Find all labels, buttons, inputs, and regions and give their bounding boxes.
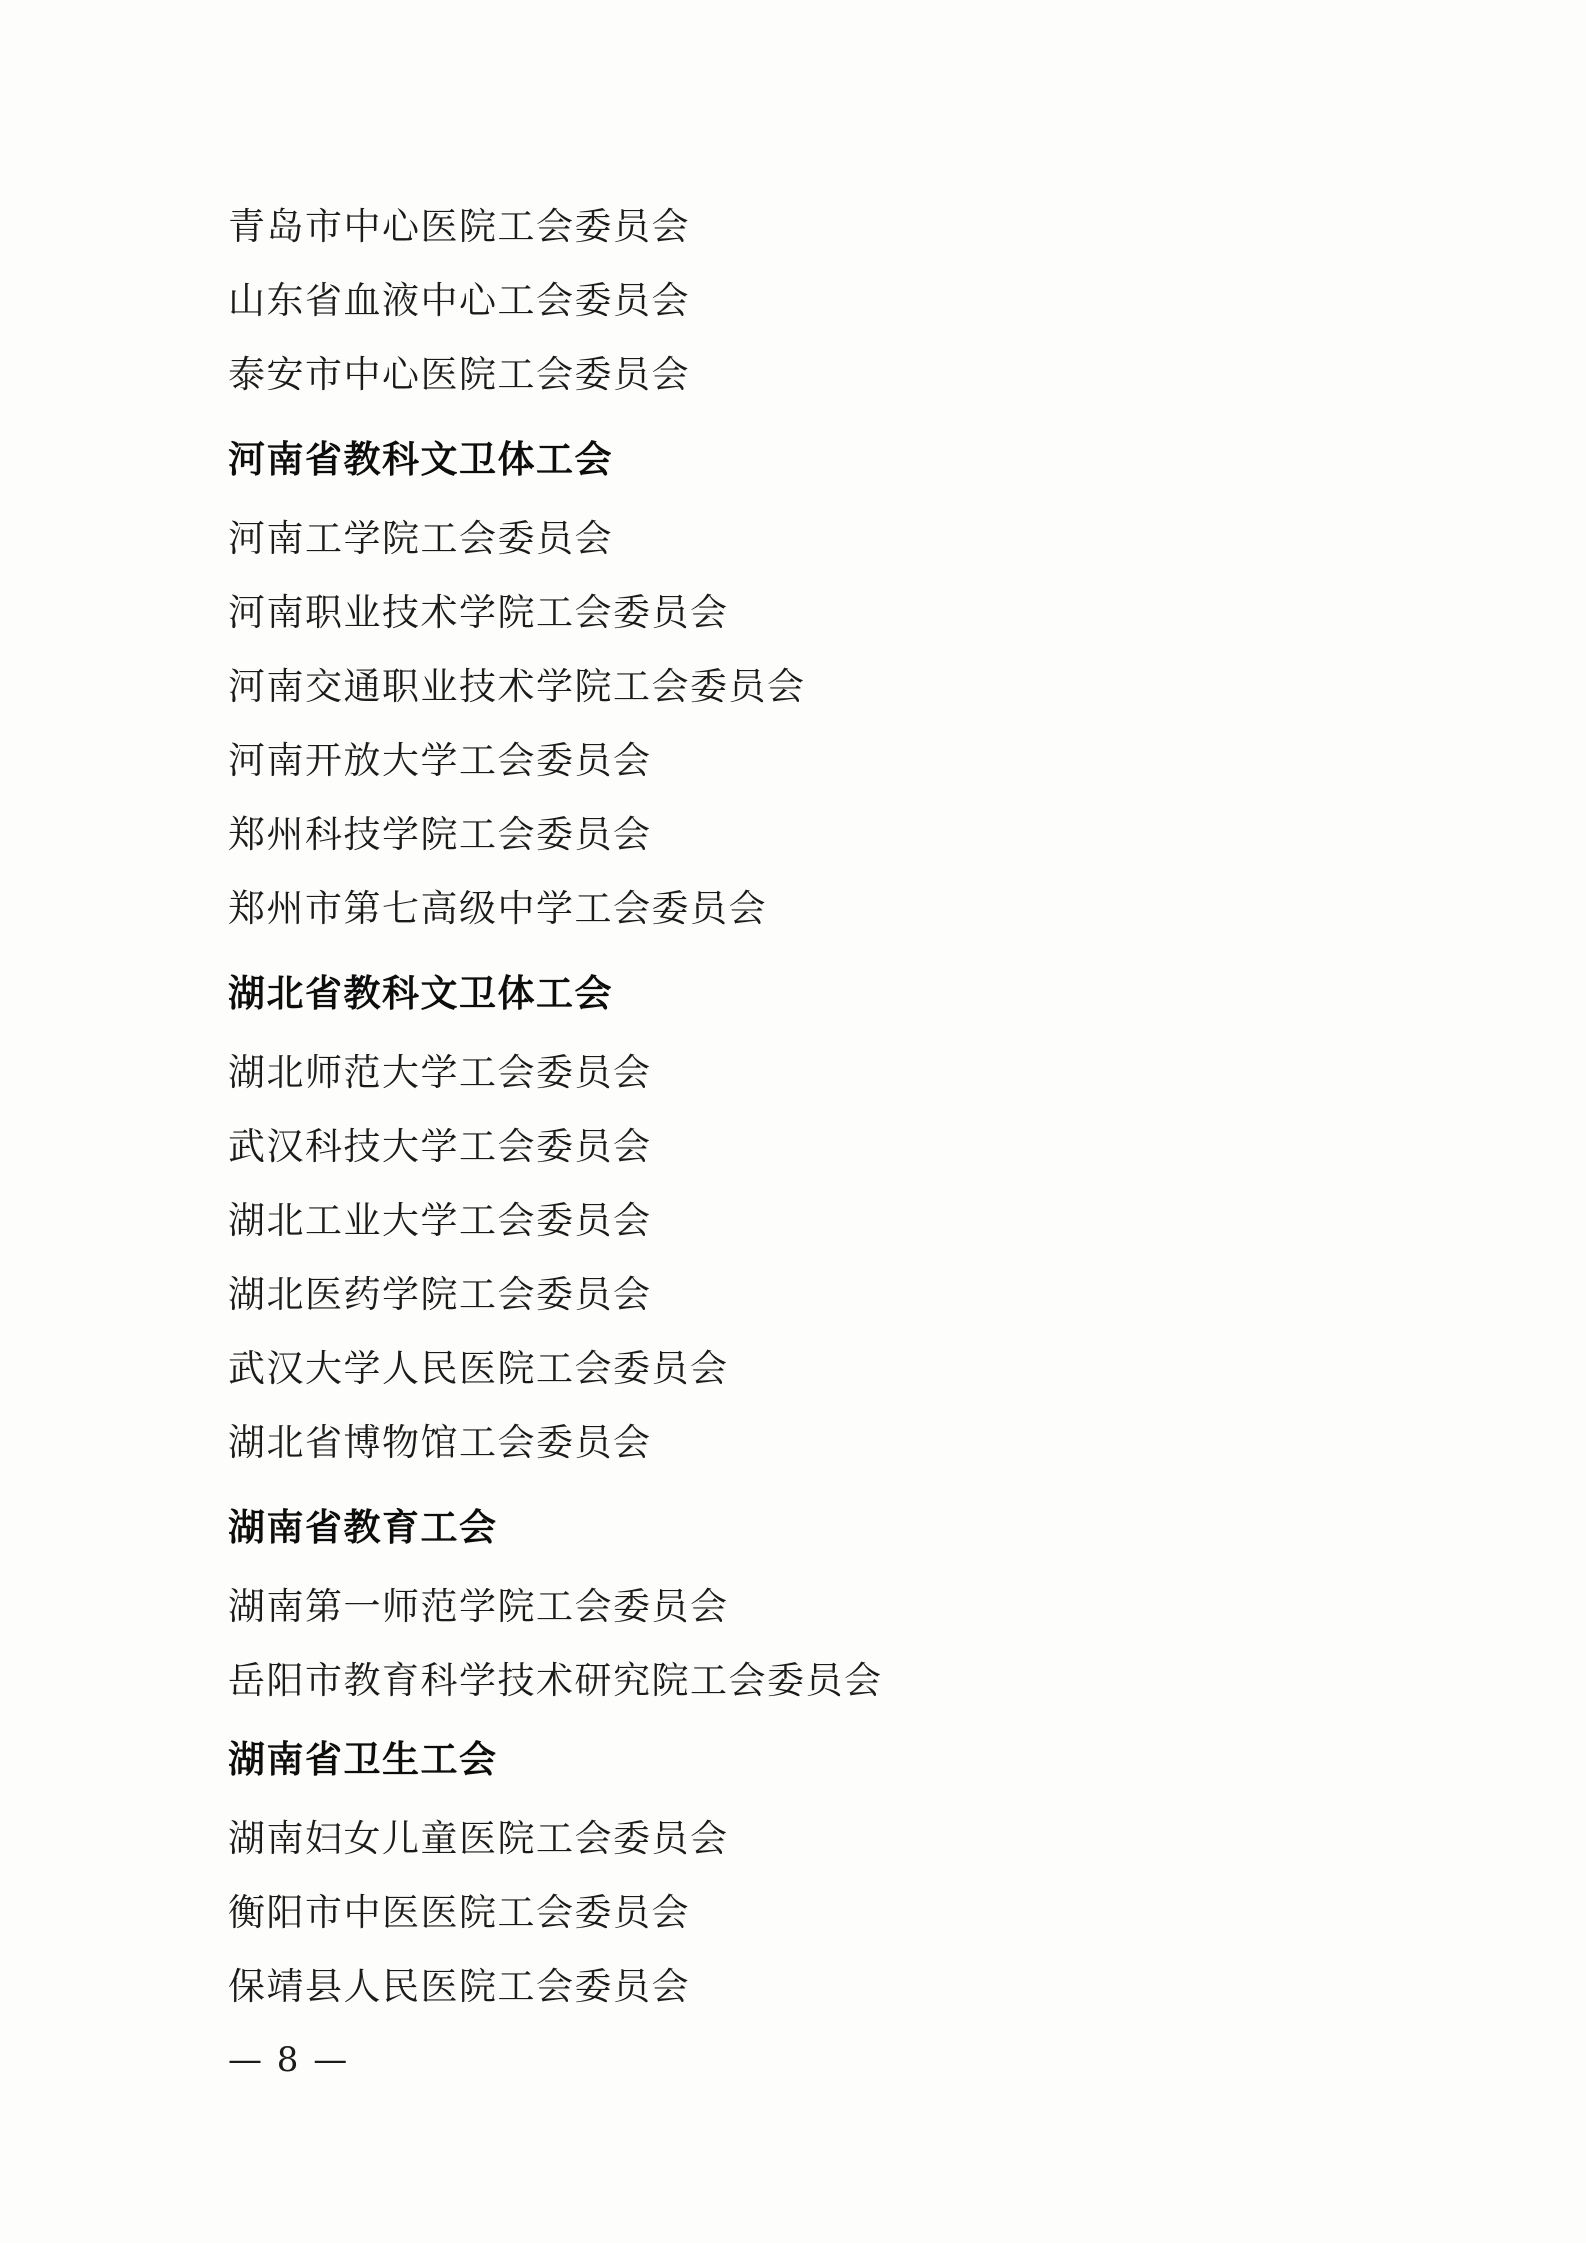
list-item: 河南开放大学工会委员会 bbox=[228, 739, 652, 782]
list-item: 岳阳市教育科学技术研究院工会委员会 bbox=[228, 1659, 883, 1702]
list-item: 湖北师范大学工会委员会 bbox=[228, 1051, 652, 1094]
section-heading: 河南省教科文卫体工会 bbox=[228, 438, 613, 481]
list-item: 湖南第一师范学院工会委员会 bbox=[228, 1585, 729, 1628]
list-item: 河南交通职业技术学院工会委员会 bbox=[228, 665, 806, 708]
list-item: 郑州科技学院工会委员会 bbox=[228, 813, 652, 856]
list-item: 武汉大学人民医院工会委员会 bbox=[228, 1347, 729, 1390]
section-heading: 湖北省教科文卫体工会 bbox=[228, 972, 613, 1015]
list-item: 湖南妇女儿童医院工会委员会 bbox=[228, 1817, 729, 1860]
list-item: 山东省血液中心工会委员会 bbox=[228, 279, 690, 322]
list-item: 保靖县人民医院工会委员会 bbox=[228, 1965, 690, 2008]
list-item: 衡阳市中医医院工会委员会 bbox=[228, 1891, 690, 1934]
list-item: 河南职业技术学院工会委员会 bbox=[228, 591, 729, 634]
list-item: 湖北省博物馆工会委员会 bbox=[228, 1421, 652, 1464]
list-item: 青岛市中心医院工会委员会 bbox=[228, 205, 690, 248]
section-heading: 湖南省卫生工会 bbox=[228, 1738, 498, 1781]
list-item: 湖北医药学院工会委员会 bbox=[228, 1273, 652, 1316]
document-body bbox=[228, 190, 1388, 2024]
list-item: 武汉科技大学工会委员会 bbox=[228, 1125, 652, 1168]
list-item: 郑州市第七高级中学工会委员会 bbox=[228, 887, 767, 930]
list-item: 泰安市中心医院工会委员会 bbox=[228, 353, 690, 396]
section-heading: 湖南省教育工会 bbox=[228, 1506, 498, 1549]
list-item: 河南工学院工会委员会 bbox=[228, 517, 613, 560]
page-number: — 8 — bbox=[228, 2040, 350, 2080]
list-item: 湖北工业大学工会委员会 bbox=[228, 1199, 652, 1242]
